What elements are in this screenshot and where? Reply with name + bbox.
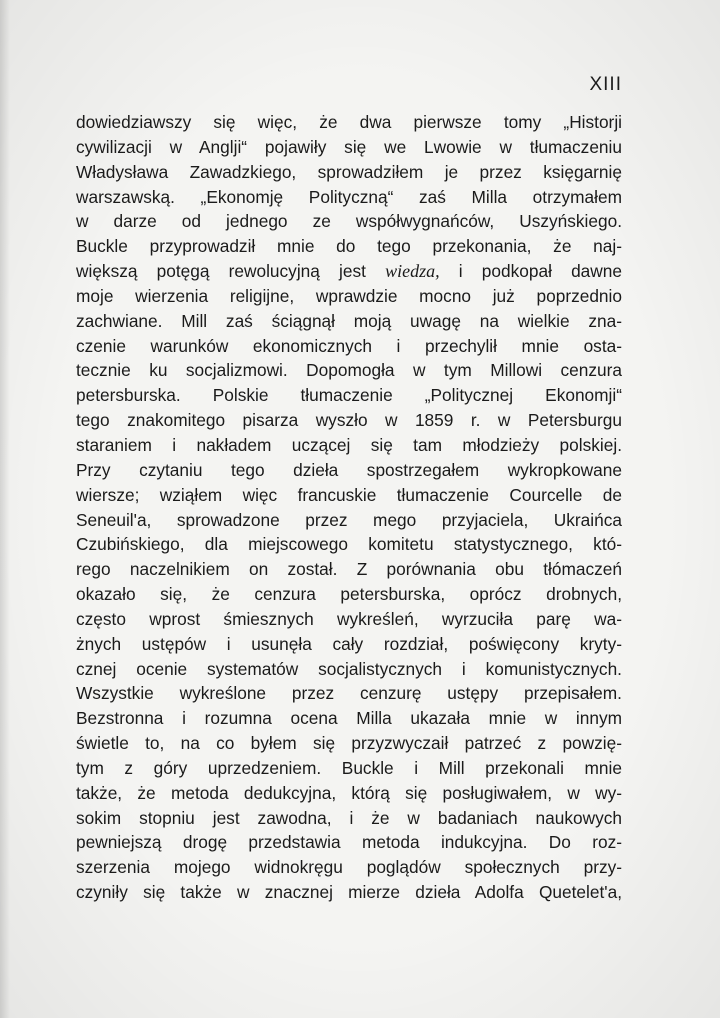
text-line: Bezstronna i rozumna ocena Milla ukazała mnie w innym xyxy=(76,708,622,729)
text-segment: większą potęgą rewolucyjną jest xyxy=(76,261,386,282)
text-segment: i podkopał dawne xyxy=(439,261,622,282)
text-line: pewniejszą drogę przedstawia metoda indukcyjna. Do roz- xyxy=(76,832,622,853)
text-line: moje wierzenia religijne, wprawdzie mocno już poprzednio xyxy=(76,285,622,306)
text-line: staraniem i nakładem uczącej się tam młodzieży polskiej. xyxy=(76,434,622,455)
text-line: Buckle przyprowadził mnie do tego przekonania, że naj- xyxy=(76,236,622,257)
text-line: tecznie ku socjalizmowi. Dopomogła w tym Millowi cenzura xyxy=(76,360,622,381)
text-line xyxy=(76,259,622,284)
text-line: żnych ustępów i usunęła cały rozdział, poświęcony kryty- xyxy=(76,633,622,654)
page-edge-shadow xyxy=(0,0,10,1018)
text-line: szerzenia mojego widnokręgu poglądów społecznych przy- xyxy=(76,857,622,878)
body-text xyxy=(76,110,622,905)
text-line: cznej ocenie systematów socjalistycznych i komunistycznych. xyxy=(76,658,622,679)
text-line: sokim stopniu jest zawodna, i że w badaniach naukowych xyxy=(76,807,622,828)
text-line: Wszystkie wykreślone przez cenzurę ustępy przepisałem. xyxy=(76,683,622,704)
text-line: petersburska. Polskie tłumaczenie „Politycznej Ekonomji“ xyxy=(76,385,622,406)
text-line: wiersze; wziąłem więc francuskie tłumaczenie Courcelle de xyxy=(76,484,622,505)
text-line: także, że metoda dedukcyjna, którą się posługiwałem, w wy- xyxy=(76,782,622,803)
text-line: cywilizacji w Anglji“ pojawiły się we Lwowie w tłumaczeniu xyxy=(76,136,622,157)
page-number: XIII xyxy=(589,74,622,95)
emphasized-word: wiedza, xyxy=(385,261,440,282)
text-line: często wprost śmiesznych wykreśleń, wyrzuciła parę wa- xyxy=(76,608,622,629)
text-line: tym z góry uprzedzeniem. Buckle i Mill przekonali mnie xyxy=(76,757,622,778)
text-line: tego znakomitego pisarza wyszło w 1859 r. w Petersburgu xyxy=(76,410,622,431)
text-line: czyniły się także w znacznej mierze dzieła Adolfa Quetelet'a, xyxy=(76,882,622,903)
text-line: Przy czytaniu tego dzieła spostrzegałem wykropkowane xyxy=(76,459,622,480)
text-line: w darze od jednego ze współwygnańców, Uszyńskiego. xyxy=(76,211,622,232)
text-line: zachwiane. Mill zaś ściągnął moją uwagę na wielkie zna- xyxy=(76,310,622,331)
text-line: świetle to, na co byłem się przyzwyczaił patrzeć z powzię- xyxy=(76,733,622,754)
text-line: Czubińskiego, dla miejscowego komitetu statystycznego, któ- xyxy=(76,534,622,555)
text-line: okazało się, że cenzura petersburska, oprócz drobnych, xyxy=(76,584,622,605)
text-line: dowiedziawszy się więc, że dwa pierwsze tomy „Historji xyxy=(76,112,622,132)
text-line: Seneuil'a, sprowadzone przez mego przyjaciela, Ukraińca xyxy=(76,509,622,530)
text-line: warszawską. „Ekonomję Polityczną“ zaś Milla otrzymałem xyxy=(76,186,622,207)
text-line: Władysława Zawadzkiego, sprowadziłem je przez księgarnię xyxy=(76,161,622,182)
text-line: czenie warunków ekonomicznych i przechylił mnie osta- xyxy=(76,335,622,356)
text-line: rego naczelnikiem on został. Z porównania obu tłómaczeń xyxy=(76,559,622,580)
